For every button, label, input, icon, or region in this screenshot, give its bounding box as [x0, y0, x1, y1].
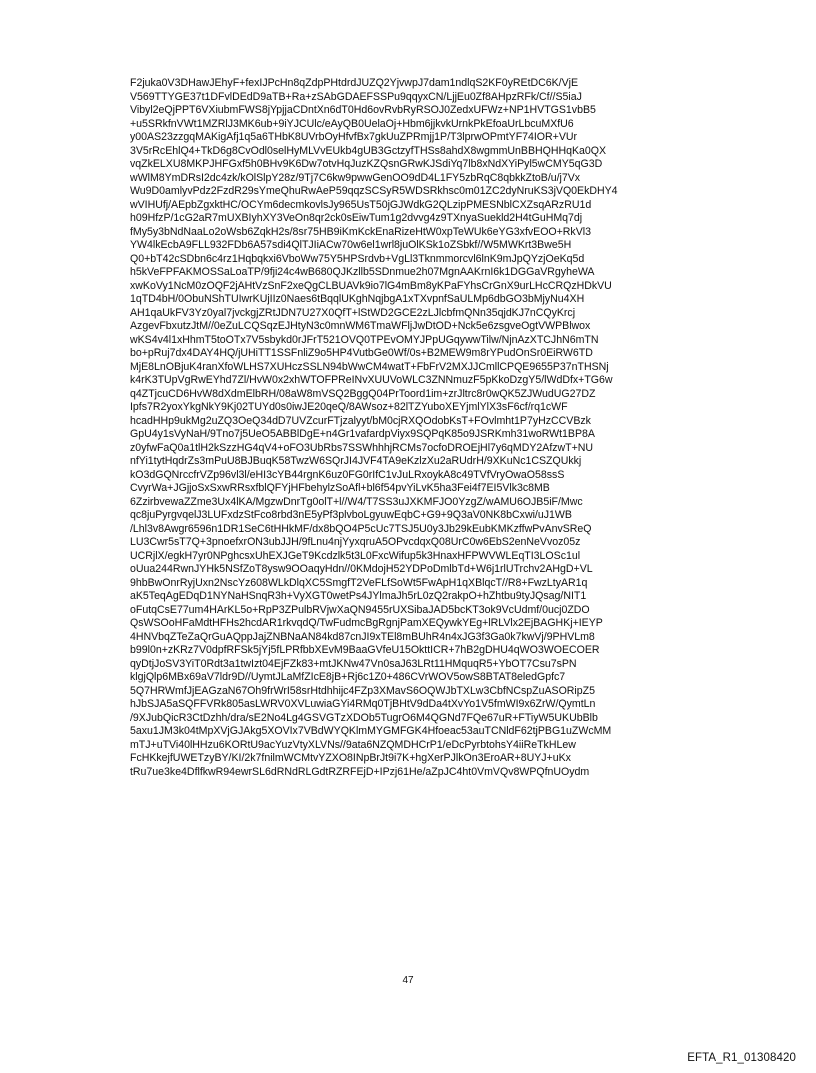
text-line: xwKoVy1NcM0zOQF2jAHtVzSnF2xeQgCLBUAVk9io7lG4mBm8yKPaFYhsCrGnX9urLHcCRQzHDkVU — [130, 279, 612, 292]
text-line: /9XJubQicR3CtDzhh/dra/sE2No4Lg4GSVGTzXDOb5TugrO6M4QGNd7FQe67uR+FTiyW5UKUbBlb — [130, 711, 598, 724]
text-line: Ipfs7R2yoxYkgNkY9Kj02TUYd0s0iwJE20qeQ/8AWsoz+82lTZYuboXEYjmlYlX3sF6cf/rq1cWF — [130, 401, 568, 413]
text-line: oUua244RwnJYHk5NSfZoT8ysw9OOaqyHdn//0KMdojH52YDPoDmlbTd+W6j1rlUTrchv2AHgD+VL — [130, 563, 593, 575]
text-line: V569TTYGE37t1DFvlDEdD9aTB+Ra+zSAbGDAEFSSPu9qqyxCN/LjjEu0Zf8AHpzRFk/Cf//S5iaJ — [130, 90, 582, 103]
text-line: UCRjlX/egkH7yr0NPghcsxUhEXJGeT9Kcdzlk5t3L0FxcWifup5k3HnaxHFPWVWLEqTI3LOSc1ul — [130, 549, 581, 562]
encoded-text-block — [130, 77, 710, 779]
text-line: 6ZzirbvewaZZme3Ux4lKA/MgzwDnrTg0olT+l//W4/T7SS3uJXKMFJO0YzgZ/wAMU6OJB5iF/Mwc — [130, 495, 583, 508]
text-line: k4rK3TUpVgRwEYhd7Zl/HvW0x2xhWTOFPReINvXUUVoWLC3ZNNmuzF5pKkoDzgY5/lWdDfx+TG6w — [130, 374, 613, 386]
text-line: 5Q7HRWmfJjEAGzaN67Oh9frWrI58srHtdhhijc4FZp3XMavS6OQWJbTXLw3CbfNCspZuASORipZ5 — [130, 684, 595, 697]
text-line: wKS4v4l1xHhmT5toOTx7V5sbykd0rJFrT521OVQ0TPEvOMYJPpUGqywwTilw/NjnAzXTCJhN6mTN — [130, 333, 599, 346]
text-line: FcHKkejfUWETzyBY/KI/2k7fnilmWCMtvYZXO8INpBrJt9i7K+hgXerPJlkOn3EroAR+8UYJ+uKx — [130, 752, 571, 764]
text-line: h09HfzP/1cG2aR7mUXBIyhXY3VeOn8qr2ck0sEiwTum1g2dvvg4z9TXnyaSuekld2H4tGuHMq7dj — [130, 212, 583, 224]
text-line: AzgevFbxutzJtM//0eZuLCQSqzEJHtyN3c0mnWM6TmaWFljJwDtOD+Nck5e6zsgveOgtVWPBlwox — [130, 320, 591, 332]
text-line: fMy5y3bNdNaaLo2oWsb6ZqkH2s/8sr75HB9iKmKckEnaRizeHtW0xpTeWUk6eYG3xfvEOO+RkVl3 — [130, 225, 591, 238]
text-line: YW4lkEcbA9FLL932FDb6A57sdi4QlTJIiACw70w6el1wrl8juOlKSk1oZSbkf//W5MWKrt3Bwe5H — [130, 239, 572, 251]
text-line: AH1qaUkFV3Yz0yal7jvckgjZRtJDN7U27X0QfT+lStWD2GCE2zLJlcbfmQNn35qjdKJ7nCQyKrcj — [130, 306, 576, 319]
text-line: Vibyl2eQjPPT6VXiubmFWS8jYpjjaCDntXn6dT0Hd6ovRvbRyRSOJ0ZedxUFWz+NP1HVTGS1vbB5 — [130, 104, 596, 116]
text-line: tRu7ue3ke4DflfkwR94ewrSL6dRNdRLGdtRZRFEjD+IPzj61He/aZpJC4ht0VmVQv8WPQfnUOydm — [130, 765, 590, 778]
text-line: mTJ+uTVi40lHHzu6KORtU9acYuzVtyXLVNs//9ata6NZQMDHCrP1/eDcPyrbtohsY4iiReTkHLew — [130, 738, 576, 751]
text-line: hcadHHp9ukMg2uZQ3OeQ34dD7UVZcurFTjzalyyt/bM0cjRXQOdobKsT+FOvlmht1P7yHzCCVBzk — [130, 414, 591, 427]
text-line: q4ZTjcuCD6HvW8dXdmElbRH/08aW8mVSQ2BggQ04PrToord1im+zrJltrc8r0wQK5ZJWudUG27DZ — [130, 387, 596, 400]
text-line: h5kVeFPFAKMOSSaLoaTP/9fji24c4wB680QJKzllb5SDnmue2h07MgnAAKrnI6k1DGGaVRgyheWA — [130, 266, 595, 278]
text-line: MjE8LnOBjuK4ranXfoWLHS7XUHczSSLN94bWwCM4watT+FbFrV2MXJJCmllCPQE9655P37nTHSNj — [130, 360, 609, 373]
text-line: klgjQlp6MBx69aV7ldr9D//UymtJLaMfZIcE8jB+Rj6c1Z0+486CVrWOV5owS8BTAT8eledGpfc7 — [130, 671, 566, 683]
text-line: Q0+bT42cSDbn6c4rz1Hqbqkxi6VboWw75Y5HPSrdvb+VgLl3Tknmmorcvl6lnK9mJpQYzjOeKq5d — [130, 252, 585, 265]
page-number: 47 — [402, 975, 414, 986]
text-line: 4HNVbqZTeZaQrGuAQppJajZNBNaAN84kd87cnJI9xTEl8mBUhR4n4xJG3f3Ga0k7kwVj/9PHVLm8 — [130, 630, 595, 643]
text-line: vqZkELXU8MKPJHFGxf5h0BHv9K6Dw7otvHqJuzKZQsnGRwKJSdiYq7lb8xNdXYiPyl5wCMY5qG3D — [130, 158, 603, 170]
text-line: hJbSJA5aSQFFVRk805asLWRV0XVLuwiaGYi4RMq0TjBHtV9dDa4tXvYo1V5fmWI9x6ZrW/QymtLn — [130, 698, 596, 710]
text-line: 3V5rRcEhlQ4+TkD6g8CvOdl0selHyMLVvEUkb4gUB3GctzyfTHSs8ahdX8wgmmUnBBHQHHqKa0QX — [130, 144, 607, 157]
text-line: wVIHUfj/AEpbZgxktHC/OCYm6decmkovlsJy965UsT50jGJWdkG2QLzipPMESNblCXZsqARzRU1d — [130, 198, 592, 211]
text-line: 9hbBwOnrRyjUxn2NscYz608WLkDlqXC5SmgfT2VeFLfSoWt5FwApH1qXBlqcT//R8+FwzLtyAR1q — [130, 576, 588, 589]
bates-number: EFTA_R1_01308420 — [687, 1052, 796, 1064]
text-line: y00AS23zzgqMAKigAfj1q5a6THbK8UVrbOyHfvfBx7gkUuZPRmjj1P/T3lprwOPmtYF74IOR+VUr — [130, 131, 578, 143]
text-line: F2juka0V3DHawJEhyF+fexIJPcHn8qZdpPHtdrdJUZQ2YjvwpJ7dam1ndlqS2KF0yREtDC6K/VjE — [130, 77, 579, 89]
text-line: +u5SRkfnVWt1MZRlJ3MK6ub+9iYJCUlc/eAyQB0UelaOj+Hbm6jjkvkUrnkPkEfoaUrLbcuMXfU6 — [130, 117, 574, 130]
text-line: qc8juPyrgvqelJ3LUFxdzStFco8rbd3nE5yPf3plvboLgyuwEqbC+G9+9Q3aV0NK8bCxwi/uJ1WB — [130, 509, 572, 521]
text-line: /Lhl3v8Awgr6596n1DR1SeC6tHHkMF/dx8bQO4P5cUc7TSJ5U0y3Jb29kEubKMKzffwPvAnvSReQ — [130, 522, 592, 535]
text-line: b99l0n+zKRz7V0dpfRFSk5jYj5fLPRfbbXEvM9BaaGVfeU15OkttICR+7hB2gDHU4qWO3WOECOER — [130, 644, 600, 656]
text-line: GpU4y1sVyNaH/9Tno7j5UeO5ABBlDgE+n4Gr1vafardpViyx9SQPqK85o9JSRKmh31woRWt1BP8A — [130, 428, 595, 440]
text-line: 1qTD4bH/0ObuNShTUIwrKUjIIz0Naes6tBqqlUKghNqjbgA1xTXvpnfSaULMp6dbGO3bMjyNu4XH — [130, 293, 585, 305]
text-line: oFutqCsE77um4HArKL5o+RpP3ZPulbRVjwXaQN9455rUXSibaJAD5bcKT3ok9VcUdmf/0ucj0ZDO — [130, 603, 590, 616]
text-line: z0yfwFaQ0a1tlH2kSzzHG4qV4+oFO3UbRbs7SSWhhhjRCMs7ocfoDROEjHl7y6qMDY2AfzwT+NU — [130, 441, 594, 454]
text-line: nfYi1tytHqdrZs3mPuU8BJBuqK58TwzW6SQrJI4JVF4TA9eKzlzXu2aRUdrH/9XKuNc1CSZQUkkj — [130, 455, 582, 467]
text-line: CvyrWa+JGjjoSxSxwRRsxfblQFYjHFbehylzSoAfl+bl6f54pvYiLvK5ha3Fei4f7EI5Vlk3c8MB — [130, 482, 550, 494]
text-line: QsWSOoHFaMdtHFHs2hcdAR1rkvqdQ/TwFudmcBgRgnjPamXEQywkYEg+lRLVlx2EjBAGHKj+IEYP — [130, 617, 603, 629]
text-line: 5axu1JM3k04tMpXVjGJAkg5XOVIx7VBdWYQKlmMYGMFGK4Hfoeac53auTCNldF62tjPBG1uZWcMM — [130, 725, 612, 737]
text-line: LU3Cwr5sT7Q+3pnoefxrON3ubJJH/9fLnu4njYyxqruA5OPvcdqxQ08UrC0w6EbS2enNeVvoz05z — [130, 536, 581, 548]
text-line: qyDtjJoSV3YiT0Rdt3a1twIzt04EjFZk83+mtJKNw47Vn0saJ63LRt11HMquqR5+YbOT7Csu7sPN — [130, 657, 577, 670]
text-line: kO3dGQNrccfrVZp96vl3l/eHI3cYB44rgnK6uz0FG0rIfC1vJuLRxoykA8c49TVfVryOwaO58ssS — [130, 468, 565, 481]
text-line: aK5TeqAgEDqD1NYNaHSnqR3h+VyXGT0wetPs4JYlmaJh5rL0zQ2rakpO+hZhtbu9tyJQsag/NIT1 — [130, 590, 587, 602]
text-line: bo+pRuj7dx4DAY4HQ/jUHiTT1SSFnliZ9o5HP4VutbGe0Wf/0s+B2MEW9m8rYPudOnSr0EiRW6TD — [130, 347, 593, 359]
text-line: Wu9D0amlyvPdz2FzdR29sYmeQhuRwAeP59qqzSCSyR5WDSRkhsc0m01ZC2dyNruKS3jVQ0EkDHY4 — [130, 185, 618, 197]
text-line: wWlM8YmDRsI2dc4zk/kOlSlpY28z/9Tj7C6kw9pwwGenOO9dD4L1FY5zbRqC8qbkkZtoB/u/j7Vx — [130, 171, 581, 184]
